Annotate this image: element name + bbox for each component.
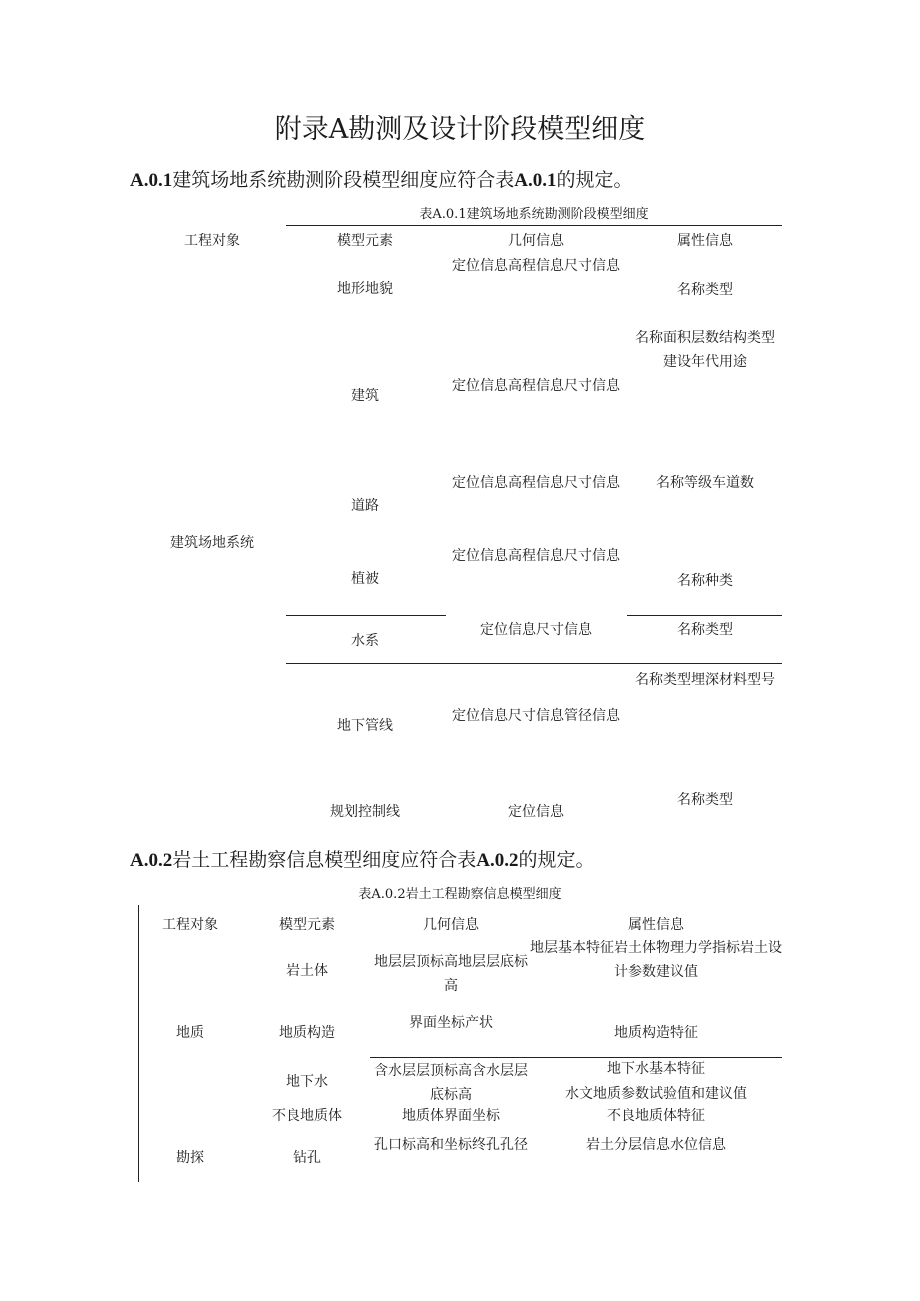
geometry-cell: 定位信息高程信息尺寸信息: [452, 258, 620, 274]
geometry-cell: 定位信息高程信息尺寸信息: [452, 378, 620, 394]
element-cell: 道路: [351, 498, 379, 514]
table-caption: 表A.0.2岩土工程勘察信息模型细度: [358, 887, 562, 902]
attributes-cell: 名称类型埋深材料型号: [635, 672, 775, 688]
attributes-cell: 名称种类: [677, 573, 733, 589]
table-rule: [286, 615, 446, 616]
element-cell: 规划控制线: [330, 804, 400, 820]
element-cell: 建筑: [351, 388, 379, 404]
header-object: 工程对象: [184, 233, 240, 249]
geometry-cell: 定位信息: [508, 804, 564, 820]
element-cell: 不良地质体: [272, 1108, 342, 1124]
table-rule: [627, 615, 782, 616]
element-cell: 岩土体: [286, 963, 328, 979]
header-object: 工程对象: [162, 917, 218, 933]
attributes-cell: 名称等级车道数: [656, 475, 754, 491]
clause-number: A.0.2: [130, 850, 173, 871]
attributes-cell: 名称类型: [677, 792, 733, 808]
attributes-cell: 岩土分层信息水位信息: [586, 1137, 726, 1153]
clause-text: 岩土工程勘察信息模型细度应符合表: [172, 849, 477, 871]
attributes-cell: 不良地质体特征: [607, 1108, 705, 1124]
page-title: 附录A勘测及设计阶段模型细度: [274, 114, 646, 145]
table-reference: A.0.2: [476, 850, 519, 871]
clause-text-end: 的规定。: [518, 849, 595, 871]
clause-text-end: 的规定。: [556, 169, 633, 191]
element-cell: 钻孔: [293, 1150, 321, 1166]
clause-a02: [130, 847, 595, 874]
attributes-cell: 名称类型: [677, 282, 733, 298]
header-element: 模型元素: [279, 917, 335, 933]
object-cell: 地质: [176, 1025, 204, 1041]
header-element: 模型元素: [337, 233, 393, 249]
table-caption: 表A.0.1建筑场地系统勘测阶段模型细度: [419, 207, 649, 222]
table-reference: A.0.1: [514, 170, 557, 191]
element-cell: 地下水: [286, 1074, 328, 1090]
header-geometry: 几何信息: [508, 233, 564, 249]
element-cell: 地形地貌: [337, 281, 393, 297]
geometry-cell: 地层层顶标高地层层底标高: [374, 954, 528, 994]
attributes-cell: 名称面积层数结构类型建设年代用途: [635, 330, 775, 370]
table-border: [138, 905, 139, 1182]
attributes-cell: 名称类型: [677, 622, 733, 638]
geometry-cell: 孔口标高和坐标终孔孔径: [374, 1137, 528, 1153]
clause-text: 建筑场地系统勘测阶段模型细度应符合表: [172, 169, 515, 191]
object-cell: 勘探: [176, 1150, 204, 1166]
geometry-cell: 含水层层顶标高含水层层底标高: [374, 1063, 528, 1103]
object-cell: 建筑场地系统: [170, 535, 254, 551]
element-cell: 水系: [351, 633, 379, 649]
table-rule: [286, 663, 782, 664]
header-geometry: 几何信息: [423, 917, 479, 933]
header-attributes: 属性信息: [628, 917, 684, 933]
attributes-cell: 水文地质参数试验值和建议值: [565, 1086, 747, 1102]
geometry-cell: 定位信息尺寸信息: [480, 622, 592, 638]
element-cell: 地质构造: [279, 1025, 335, 1041]
element-cell: 地下管线: [337, 718, 393, 734]
attributes-cell: 地质构造特征: [614, 1025, 698, 1041]
geometry-cell: 定位信息高程信息尺寸信息: [452, 475, 620, 491]
geometry-cell: 地质体界面坐标: [402, 1108, 500, 1124]
clause-a01: [130, 167, 633, 194]
geometry-cell: 定位信息尺寸信息管径信息: [452, 708, 620, 724]
geometry-cell: 界面坐标产状: [409, 1015, 493, 1031]
attributes-cell: 地层基本特征岩土体物理力学指标岩土设计参数建议值: [530, 940, 782, 980]
element-cell: 植被: [351, 571, 379, 587]
header-attributes: 属性信息: [677, 233, 733, 249]
attributes-cell: 地下水基本特征: [607, 1061, 705, 1077]
clause-number: A.0.1: [130, 170, 173, 191]
table-rule: [286, 225, 782, 226]
geometry-cell: 定位信息高程信息尺寸信息: [452, 548, 620, 564]
